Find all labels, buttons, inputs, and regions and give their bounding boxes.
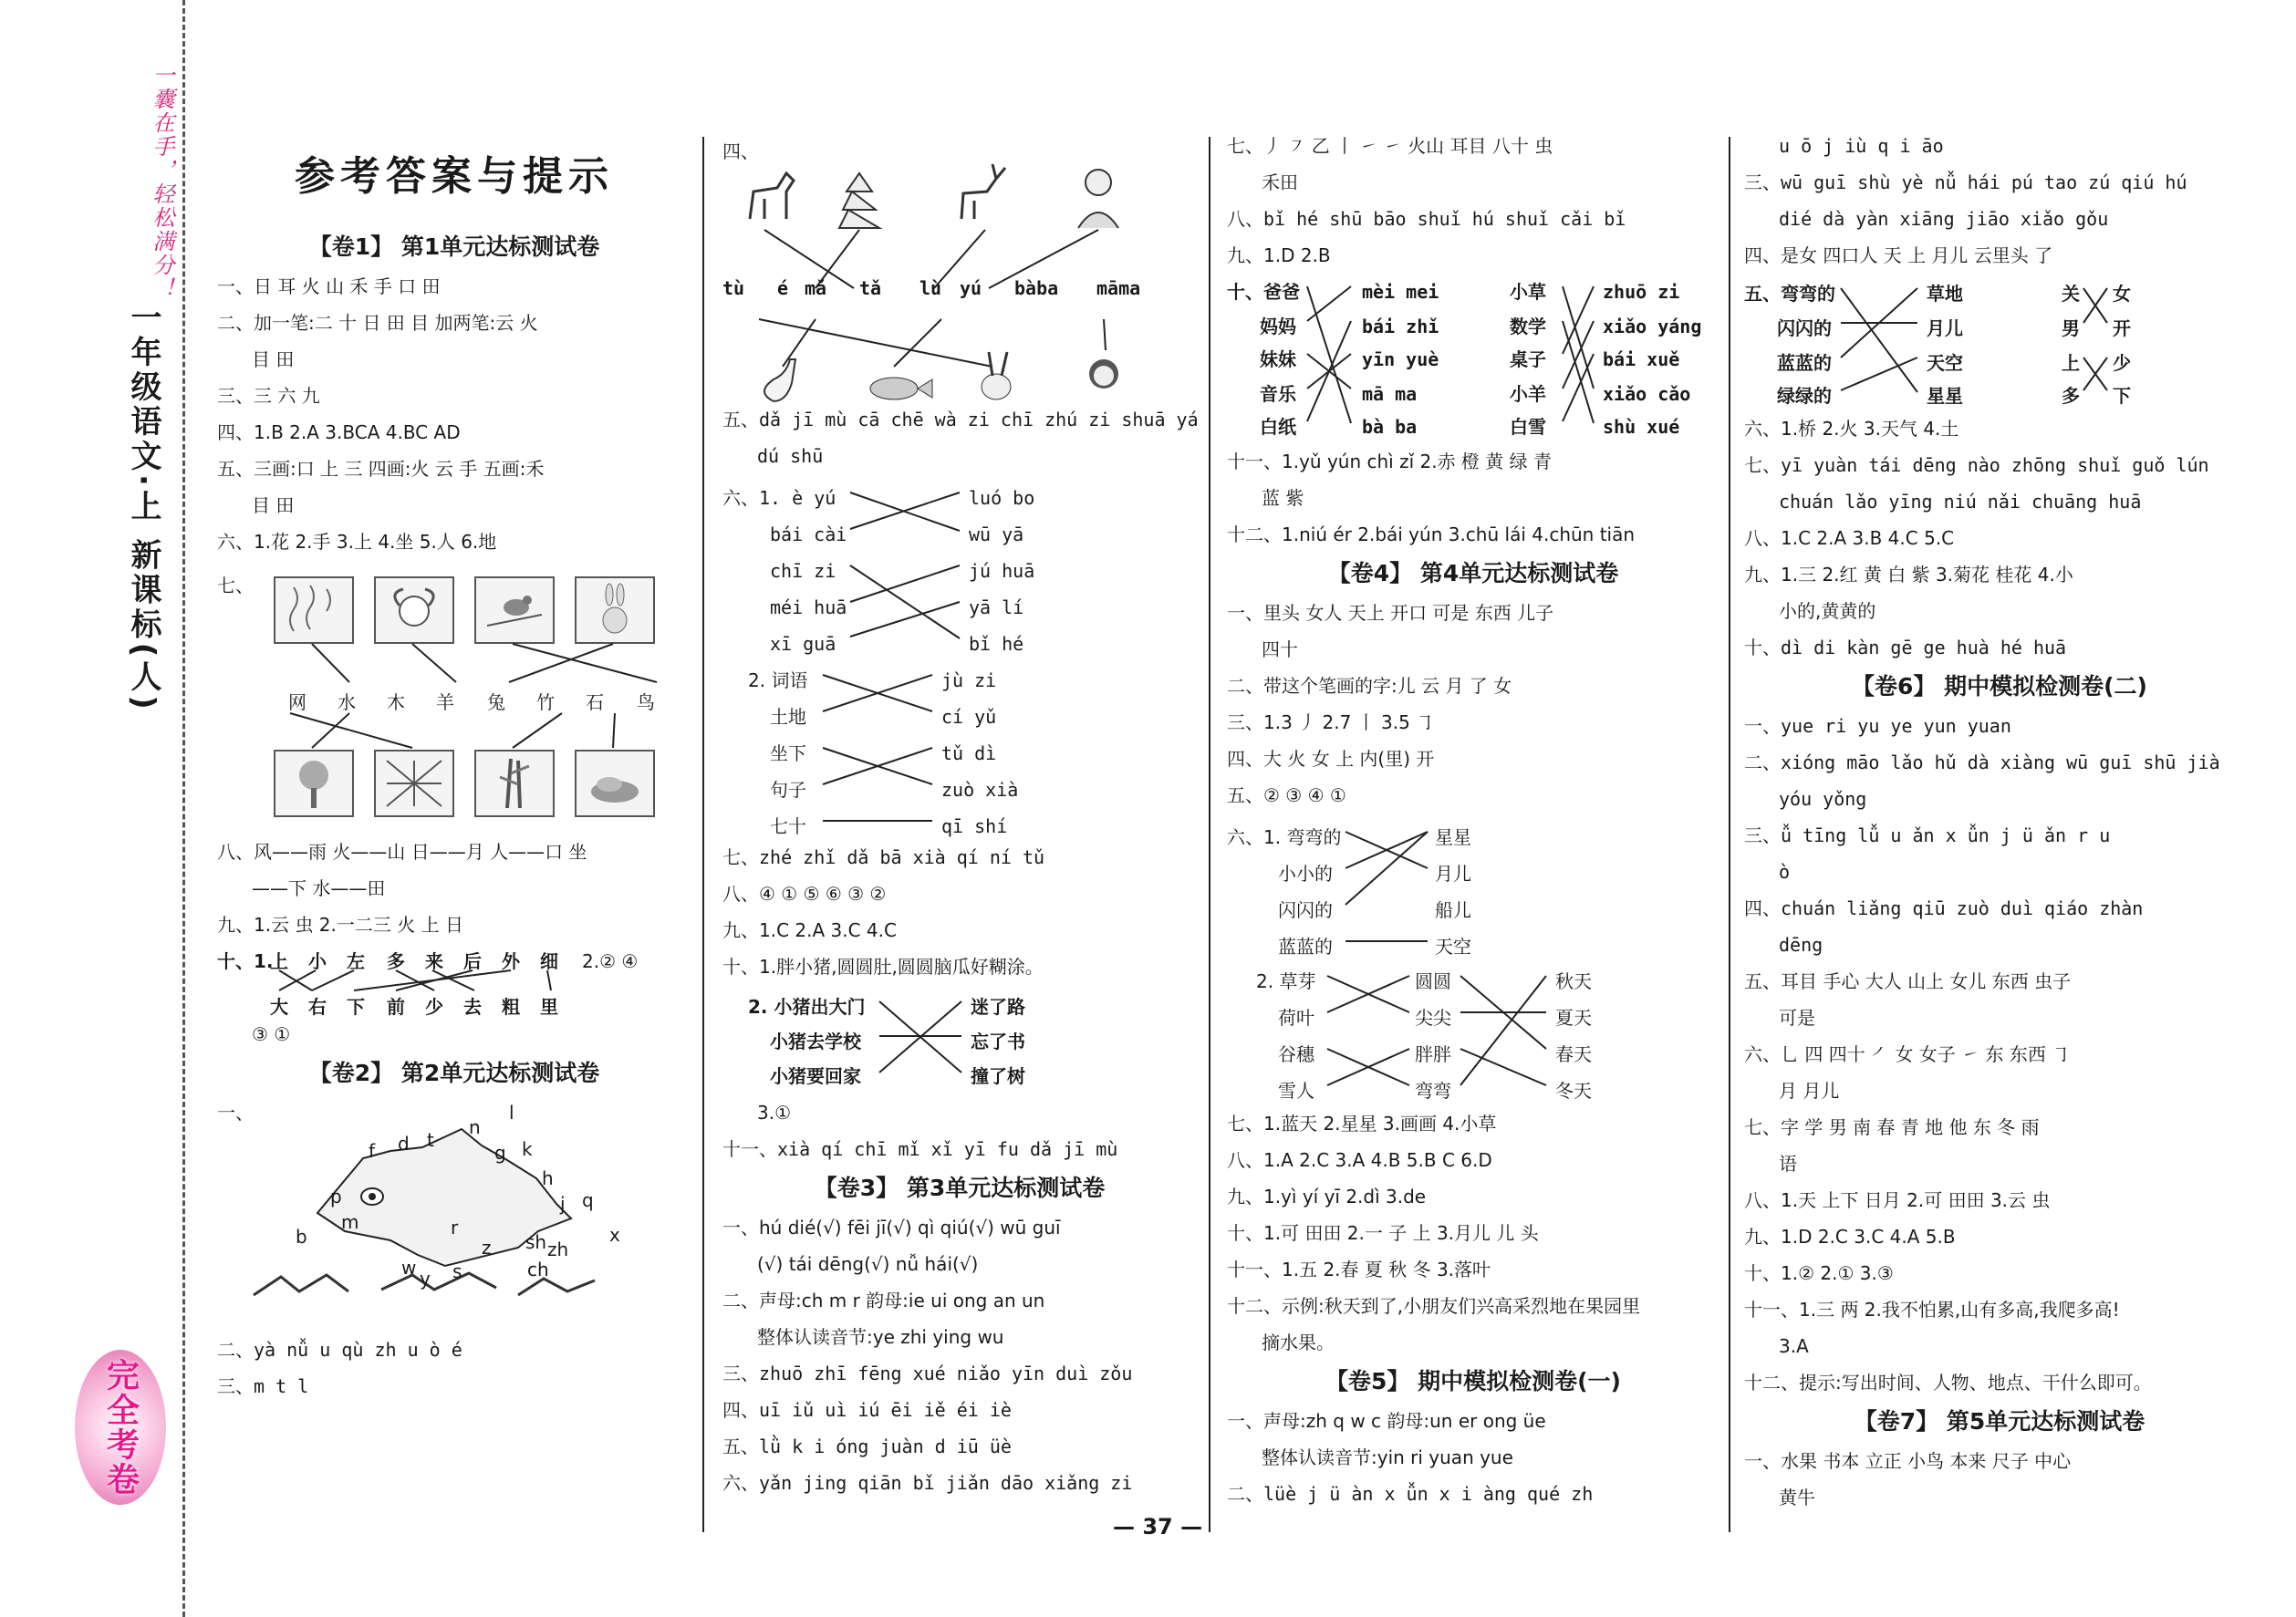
answer-line: yóu yǒng xyxy=(1779,788,1867,810)
match-right: jú huā xyxy=(969,560,1035,582)
answer-line: 五、三画:口 上 三 四画:火 云 手 五画:禾 xyxy=(217,458,545,480)
dot-letter: n xyxy=(469,1116,481,1138)
match-left: 小羊 xyxy=(1510,383,1546,405)
logo-text: 完全考卷 xyxy=(101,1358,140,1497)
match-right: 月儿 xyxy=(1927,317,1963,339)
answer-line: 三、三 六 九 xyxy=(217,385,320,407)
answer-line: u ō j iù q i āo xyxy=(1779,135,1944,157)
answer-line: 十二、提示:写出时间、人物、地点、干什么即可。 xyxy=(1744,1372,2152,1394)
match-left: 坐下 xyxy=(770,742,806,764)
connect-dots-figure xyxy=(217,1094,691,1332)
answer-line: 八、bǐ hé shū bāo shuǐ hú shuǐ cǎi bǐ xyxy=(1227,208,1626,230)
answer-line: 3.① xyxy=(757,1102,792,1124)
mother-icon xyxy=(1089,359,1118,389)
match-word: 网 xyxy=(288,691,306,713)
page-number: — 37 — xyxy=(1113,1514,1203,1539)
answer-line: 十、1.可 田田 2.一 子 上 3.月儿 儿 头 xyxy=(1227,1222,1539,1244)
question-label: 一、 xyxy=(217,1102,254,1124)
opposite-word: 粗 xyxy=(502,996,520,1018)
answer-line: ——下 水——田 xyxy=(252,877,386,899)
dot-letter: d xyxy=(398,1133,410,1155)
dot-letter: j xyxy=(560,1193,566,1215)
answer-line: dēng xyxy=(1779,934,1823,956)
match-right: 月儿 xyxy=(1435,863,1471,885)
answer-line: ò xyxy=(1779,861,1791,883)
pinyin-word: tù xyxy=(722,277,745,299)
match-left: 小小的 xyxy=(1278,863,1333,885)
match-left: 绿绿的 xyxy=(1777,385,1832,407)
answer-line: 八、④ ① ⑤ ⑥ ③ ② xyxy=(722,883,887,905)
match-word: 石 xyxy=(586,691,604,713)
match-left: 十、爸爸 xyxy=(1227,281,1300,303)
dot-letter: b xyxy=(296,1226,307,1248)
opposite-word: 大 xyxy=(270,996,288,1018)
answer-column-4 xyxy=(1744,128,2255,1523)
answer-line: 六、yǎn jing qiān bǐ jiǎn dāo xiǎng zi xyxy=(722,1472,1133,1494)
column-divider xyxy=(702,137,704,1532)
match-right: 女 xyxy=(2113,283,2131,305)
match-right: 忘了书 xyxy=(971,1031,1025,1052)
opposite-word: 外 xyxy=(502,950,520,972)
answer-line: 目 田 xyxy=(252,348,295,370)
match-right: bái xuě xyxy=(1603,348,1680,370)
answer-line: 一、水果 书本 立正 小鸟 本来 尺子 中心 xyxy=(1744,1450,2072,1472)
answer-line: 八、风——雨 火——山 日——月 人——口 坐 xyxy=(217,841,587,863)
match-word: 木 xyxy=(387,691,405,713)
match-left: 句子 xyxy=(770,779,806,801)
match-right: zhuō zi xyxy=(1603,281,1680,303)
answer-line: 蓝 紫 xyxy=(1262,487,1304,509)
section-heading: 【卷3】 第3单元达标测试卷 xyxy=(814,1175,1106,1201)
answer-line: 一、hú dié(√) fēi jī(√) qì qiú(√) wū guī xyxy=(722,1217,1061,1239)
match-left: 小草 xyxy=(1510,281,1546,303)
opposite-word: 左 xyxy=(347,950,365,972)
match-left: 2. 小猪出大门 xyxy=(748,996,866,1018)
match-left: 六、1. 弯弯的 xyxy=(1227,826,1342,848)
adjective-matching-figure xyxy=(1227,814,1719,1105)
match-left: 数学 xyxy=(1510,316,1546,337)
answer-line: 3.A xyxy=(1779,1335,1809,1357)
section-heading: 【卷6】 期中模拟检测卷(二) xyxy=(1852,673,2147,700)
match-left: 蓝蓝的 xyxy=(1278,936,1333,958)
answer-line: 十二、1.niú ér 2.bái yún 3.chū lái 4.chūn tiān xyxy=(1227,523,1636,545)
match-left: 白纸 xyxy=(1260,416,1296,438)
match-left: 妹妹 xyxy=(1260,348,1296,370)
match-right: 夏天 xyxy=(1555,1007,1592,1029)
opposite-word: 来 xyxy=(425,950,443,972)
answer-line: 九、1.D 2.C 3.C 4.A 5.B xyxy=(1744,1226,1956,1248)
dot-letter: k xyxy=(522,1138,533,1160)
match-middle: 尖尖 xyxy=(1415,1007,1451,1029)
answer-column-3 xyxy=(1227,128,1719,1523)
answer-line: 一、里头 女人 天上 开口 可是 东西 儿子 xyxy=(1227,602,1554,624)
opposite-word: 后 xyxy=(463,950,482,972)
dot-letter: w xyxy=(401,1257,417,1279)
match-right: 船儿 xyxy=(1435,899,1471,921)
answer-line: 十一、1.yǔ yún chì zǐ 2.赤 橙 黄 绿 青 xyxy=(1227,451,1553,472)
answer-line: 九、1.C 2.A 3.C 4.C xyxy=(722,919,897,941)
match-left: bái cài xyxy=(770,523,847,545)
match-middle: 胖胖 xyxy=(1415,1043,1451,1065)
match-left: 七十 xyxy=(770,815,806,837)
match-right: 迷了路 xyxy=(971,996,1025,1018)
match-right: xiǎo yáng xyxy=(1603,316,1702,337)
match-right: 草地 xyxy=(1927,283,1963,305)
story-matching-figure xyxy=(722,985,1197,1094)
dot-letter: x xyxy=(609,1224,620,1246)
bamboo-picture-icon xyxy=(474,750,555,817)
match-right: bǐ hé xyxy=(969,633,1024,655)
match-right: 撞了树 xyxy=(971,1065,1025,1087)
section-heading: 【卷7】 第5单元达标测试卷 xyxy=(1854,1408,2145,1435)
match-right: 秋天 xyxy=(1555,970,1592,992)
dot-letter: p xyxy=(330,1186,342,1208)
picture-matching-figure xyxy=(217,560,691,834)
answer-line: 三、1.3 丿 2.7 丨 3.5 ㇆ xyxy=(1227,711,1435,733)
pinyin-word: māma xyxy=(1096,277,1141,299)
match-middle: 圆圆 xyxy=(1415,970,1451,992)
goose-icon xyxy=(764,359,795,401)
match-right: cí yǔ xyxy=(941,706,997,728)
answer-line: 十一、1.五 2.春 夏 秋 冬 3.落叶 xyxy=(1227,1259,1491,1280)
match-left: 男 xyxy=(2062,317,2080,339)
match-left: 雪人 xyxy=(1278,1080,1314,1102)
opposite-word: 少 xyxy=(425,996,443,1018)
horse-icon xyxy=(750,173,794,219)
answer-line: 七、yī yuàn tái dēng nào zhōng shuǐ guǒ lún xyxy=(1744,454,2209,476)
answer-line: 五、dǎ jī mù cā chē wà zi chī zhú zi shuā yá xyxy=(722,409,1199,430)
dot-letter: y xyxy=(420,1268,431,1290)
pinyin-word: yú xyxy=(960,277,982,299)
answer-line: 七、丿 ㇇ 乙 丨 ㇀ ㇀ 火山 耳目 八十 虫 xyxy=(1227,135,1553,157)
animal-matching-figure xyxy=(722,128,1197,401)
dot-letter: zh xyxy=(547,1239,569,1260)
match-left: 妈妈 xyxy=(1260,316,1296,337)
answer-line: 十、1.② 2.① 3.③ xyxy=(1744,1262,1894,1284)
match-left: 土地 xyxy=(770,706,806,728)
question-label: 四、 xyxy=(722,140,759,162)
answer-line: 十、1.胖小猪,圆圆肚,圆圆脑瓜好糊涂。 xyxy=(722,956,1044,978)
opposite-word: 里 xyxy=(540,996,558,1018)
opposite-word: 多 xyxy=(387,950,405,972)
answer-line: 二、xióng māo lǎo hǔ dà xiàng wū guī shū jià xyxy=(1744,751,2220,773)
match-left: xī guā xyxy=(770,633,836,655)
opposite-word: 小 xyxy=(308,950,327,972)
answer-line: 九、1.云 虫 2.一二三 火 上 日 xyxy=(217,914,463,936)
dot-letter: sh xyxy=(525,1231,547,1253)
stone-picture-icon xyxy=(575,750,655,817)
answer-line: 摘水果。 xyxy=(1262,1332,1335,1353)
match-right: 天空 xyxy=(1927,352,1963,374)
binding-margin xyxy=(0,0,182,1617)
match-left: 小猪去学校 xyxy=(770,1031,861,1052)
answer-line: 十、dì di kàn gē ge huà hé huā xyxy=(1744,637,2067,658)
match-right: tǔ dì xyxy=(941,742,997,764)
dot-letter: r xyxy=(451,1217,459,1239)
father-icon xyxy=(1078,170,1118,228)
pagoda-icon xyxy=(839,173,879,228)
match-left: 六、1. è yú xyxy=(722,487,836,509)
answer-line: 一、yue ri yu ye yun yuan xyxy=(1744,715,2011,737)
answer-line: 整体认读音节:yin ri yuan yue xyxy=(1262,1446,1513,1468)
fish-icon xyxy=(870,378,932,399)
answer-line: 九、1.三 2.红 黄 白 紫 3.菊花 桂花 4.小 xyxy=(1744,564,2073,586)
match-left: 荷叶 xyxy=(1278,1007,1314,1029)
match-right: shù xué xyxy=(1603,416,1680,438)
answer-line: 目 田 xyxy=(252,494,295,516)
match-left: 闪闪的 xyxy=(1278,899,1333,921)
match-right: yīn yuè xyxy=(1362,348,1439,370)
answer-line: 七、zhé zhǐ dǎ bā xià qí ní tǔ xyxy=(722,846,1045,868)
match-right: 下 xyxy=(2113,385,2131,407)
answer-line: 七、1.蓝天 2.星星 3.画画 4.小草 xyxy=(1227,1113,1497,1135)
match-left: 关 xyxy=(2062,283,2080,305)
answer-line: 四、大 火 女 上 内(里) 开 xyxy=(1227,748,1435,770)
match-left: 2. 词语 xyxy=(748,669,808,691)
match-right: mā ma xyxy=(1362,383,1418,405)
net-picture-icon xyxy=(374,750,454,817)
match-word: 鸟 xyxy=(637,691,655,713)
slogan: 一囊在手，轻松满分！ xyxy=(149,64,174,301)
match-right: 天空 xyxy=(1435,936,1471,958)
answer-line: 七、字 学 男 南 春 青 地 他 东 冬 雨 xyxy=(1744,1116,2040,1138)
match-left: 谷穗 xyxy=(1278,1043,1314,1065)
question-label: 七、 xyxy=(217,575,254,596)
answer-line: 十一、xià qí chī mǐ xǐ yī fu dǎ jī mù xyxy=(722,1138,1118,1160)
pinyin-matching-figure xyxy=(722,474,1197,839)
answer-line: 二、带这个笔画的字:儿 云 月 了 女 xyxy=(1227,675,1512,697)
answer-line: ③ ① xyxy=(252,1023,291,1045)
opposite-word: 去 xyxy=(463,996,482,1018)
dot-letter: g xyxy=(494,1142,506,1164)
section-heading: 【卷4】 第4单元达标测试卷 xyxy=(1327,560,1619,586)
opposite-word: 下 xyxy=(347,996,365,1018)
match-word: 兔 xyxy=(487,691,505,713)
match-right: 星星 xyxy=(1435,826,1471,848)
adjective-opposite-matching-figure xyxy=(1744,274,2255,410)
match-word: 羊 xyxy=(436,691,454,713)
match-right: bái zhǐ xyxy=(1362,316,1439,337)
opposite-word: 上 xyxy=(270,950,288,972)
dot-letter: q xyxy=(582,1189,594,1211)
section-heading: 【卷1】 第1单元达标测试卷 xyxy=(308,233,600,260)
answer-line: (√) tái dēng(√) nǚ hái(√) xyxy=(757,1253,979,1275)
answer-line: dié dà yàn xiāng jiāo xiǎo gǒu xyxy=(1779,208,2109,230)
answer-line: 二、声母:ch m r 韵母:ie ui ong an un xyxy=(722,1290,1045,1311)
match-right: xiǎo cǎo xyxy=(1603,383,1691,405)
tree-picture-icon xyxy=(274,750,354,817)
match-middle: 弯弯 xyxy=(1415,1080,1451,1102)
answer-line: 三、m t l xyxy=(217,1375,309,1397)
pinyin-word: tǎ xyxy=(859,277,882,299)
pinyin-word: lù xyxy=(919,277,942,299)
opposites-matching-figure xyxy=(217,943,691,1016)
section-heading: 【卷5】 期中模拟检测卷(一) xyxy=(1325,1368,1621,1394)
page-title: 参考答案与提示 xyxy=(295,153,614,200)
answer-line: 八、1.C 2.A 3.B 4.C 5.C xyxy=(1744,527,1955,549)
pinyin-word: mǎ xyxy=(805,277,827,299)
column-divider xyxy=(1729,137,1730,1532)
opposite-word: 细 xyxy=(540,950,558,972)
grade-label: 一年级语文·上 新课标(人) xyxy=(125,301,161,713)
match-left: 多 xyxy=(2062,385,2080,407)
dot-letter: f xyxy=(369,1140,376,1162)
match-left: 小猪要回家 xyxy=(770,1065,861,1087)
match-right: luó bo xyxy=(969,487,1035,509)
section-heading: 【卷2】 第2单元达标测试卷 xyxy=(308,1060,600,1086)
match-left: 闪闪的 xyxy=(1777,317,1832,339)
answer-line: 一、日 耳 火 山 禾 手 口 田 xyxy=(217,275,441,297)
pinyin-word: é xyxy=(777,277,789,299)
answer-line: 六、1.花 2.手 3.上 4.坐 5.人 6.地 xyxy=(217,531,497,553)
answer-line: 三、wū guī shù yè nǚ hái pú tao zú qiú hú xyxy=(1744,171,2187,193)
dot-letter: m xyxy=(341,1211,359,1233)
answer-line: 四、1.B 2.A 3.BCA 4.BC AD xyxy=(217,421,461,443)
answer-line: 三、zhuō zhī fēng xué niǎo yīn duì zǒu xyxy=(722,1363,1133,1384)
animal-pictures xyxy=(722,128,1197,401)
answer-line: 五、耳目 手心 大人 山上 女儿 东西 虫子 xyxy=(1744,970,2072,992)
answer-line: 十二、示例:秋天到了,小朋友们兴高采烈地在果园里 xyxy=(1227,1295,1641,1317)
answer-line: 三、ǚ tīng lǚ u ǎn x ǚn j ü ǎn r u xyxy=(1744,824,2111,846)
answer-line: 八、1.A 2.C 3.A 4.B 5.B C 6.D xyxy=(1227,1149,1492,1171)
answer-line: 八、1.天 上下 日月 2.可 田田 3.云 虫 xyxy=(1744,1189,2051,1211)
answer-line: 语 xyxy=(1779,1153,1797,1175)
pinyin-word: bàba xyxy=(1014,277,1059,299)
match-left: 五、弯弯的 xyxy=(1744,283,1835,305)
dot-letter: s xyxy=(452,1260,462,1282)
answer-line: 四、chuán liǎng qiū zuò duì qiáo zhàn xyxy=(1744,897,2144,919)
answer-line: 五、lǜ k i óng juàn d iū üè xyxy=(722,1436,1012,1457)
match-left: 蓝蓝的 xyxy=(1777,352,1832,374)
answer-text: 2.② ④ xyxy=(582,950,639,972)
answer-line: 二、lüè j ü àn x ǚn x i àng qué zh xyxy=(1227,1483,1594,1505)
dot-letter: ch xyxy=(527,1259,549,1280)
match-word: 水 xyxy=(338,691,356,713)
match-right: wū yā xyxy=(969,523,1024,545)
cut-line xyxy=(182,0,185,1617)
match-right: mèi mei xyxy=(1362,281,1439,303)
answer-column-2 xyxy=(722,128,1197,1523)
match-right: jù zi xyxy=(941,669,997,691)
answer-line: 小的,黄黄的 xyxy=(1779,600,1876,622)
question-label: 十、1. xyxy=(217,950,274,972)
answer-line: 月 月儿 xyxy=(1779,1080,1840,1102)
answer-line: dú shū xyxy=(757,445,824,467)
match-left: 2. 草芽 xyxy=(1256,970,1316,992)
match-right: 少 xyxy=(2113,352,2131,374)
match-left: 音乐 xyxy=(1260,383,1296,405)
answer-line: 四十 xyxy=(1262,638,1298,660)
column-divider xyxy=(1209,137,1210,1532)
match-left: chī zi xyxy=(770,560,836,582)
answer-line: 五、② ③ ④ ① xyxy=(1227,784,1346,806)
brand-logo xyxy=(75,1350,166,1505)
rabbit-icon xyxy=(982,352,1011,399)
answer-line: 六、乚 四 四十 ㇒ 女 女子 ㇀ 东 东西 ㇆ xyxy=(1744,1043,2071,1065)
match-right: zuò xià xyxy=(941,779,1019,801)
answer-line: 十一、1.三 两 2.我不怕累,山有多高,我爬多高! xyxy=(1744,1299,2120,1321)
answer-line: 九、1.D 2.B xyxy=(1227,244,1331,266)
match-right: 春天 xyxy=(1555,1043,1592,1065)
answer-line: 九、1.yì yí yī 2.dì 3.de xyxy=(1227,1186,1427,1208)
answer-column-1 xyxy=(217,128,691,1523)
dot-letter: l xyxy=(509,1102,514,1124)
answer-line: 一、声母:zh q w c 韵母:un er ong üe xyxy=(1227,1410,1546,1432)
word-pinyin-matching-figure xyxy=(1227,274,1719,443)
answer-line: 整体认读音节:ye zhi ying wu xyxy=(757,1326,1004,1348)
deer-icon xyxy=(961,164,1005,219)
opposite-word: 前 xyxy=(387,996,405,1018)
answer-line: chuán lǎo yīng niú nǎi chuāng huā xyxy=(1779,491,2142,513)
answer-line: 二、加一笔:二 十 日 田 目 加两笔:云 火 xyxy=(217,312,538,334)
dot-letter: z xyxy=(482,1237,492,1259)
dot-letter: h xyxy=(542,1167,554,1189)
match-word: 竹 xyxy=(536,691,555,713)
match-left: 桌子 xyxy=(1510,348,1546,370)
match-right: qī shí xyxy=(941,815,1008,837)
answer-line: 黄牛 xyxy=(1779,1487,1815,1508)
answer-line: 六、1.桥 2.火 3.天气 4.土 xyxy=(1744,418,1959,440)
match-right: bà ba xyxy=(1362,416,1418,438)
answer-line: 可是 xyxy=(1779,1007,1815,1029)
answer-line: 四、uī iǔ uì iú ēi iě éi iè xyxy=(722,1399,1012,1421)
match-right: yā lí xyxy=(969,596,1024,618)
match-left: 上 xyxy=(2062,352,2080,374)
match-left: méi huā xyxy=(770,596,847,618)
answer-line: 二、yà nǚ u qù zh u ò é xyxy=(217,1339,462,1361)
answer-line: 禾田 xyxy=(1262,171,1298,193)
match-right: 开 xyxy=(2113,317,2131,339)
match-left: 白雪 xyxy=(1510,416,1546,438)
answer-line: 四、是女 四口人 天 上 月儿 云里头 了 xyxy=(1744,244,2053,266)
dot-letter: t xyxy=(427,1129,434,1151)
match-right: 星星 xyxy=(1927,385,1963,407)
match-right: 冬天 xyxy=(1555,1080,1592,1102)
opposite-word: 右 xyxy=(308,996,327,1018)
